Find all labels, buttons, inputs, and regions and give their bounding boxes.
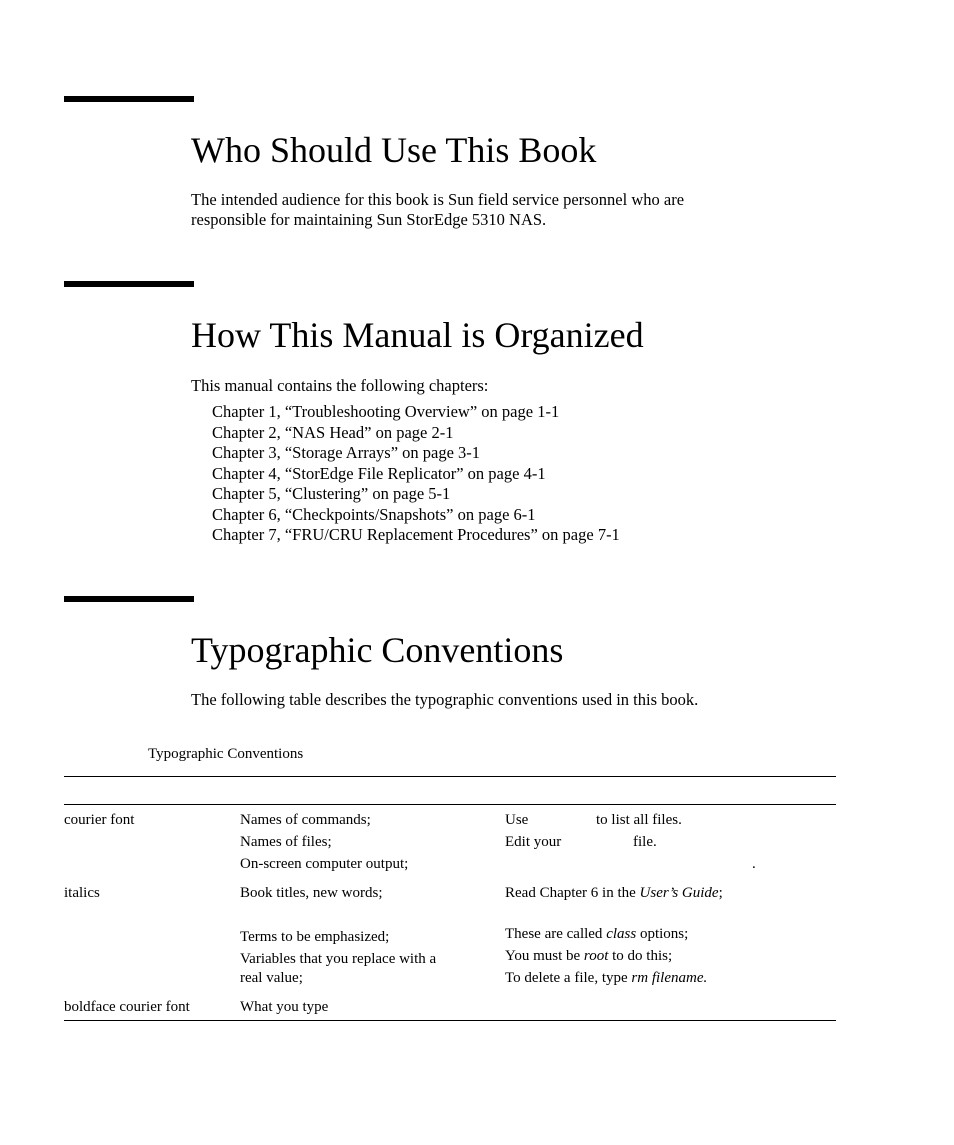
example-text: These are called xyxy=(505,926,607,942)
example-text: options; xyxy=(636,926,689,942)
chapter-link[interactable]: Chapter 2, “NAS Head” on page 2-1 xyxy=(212,422,454,442)
table-intro: The following table describes the typographic conventions used in this book. xyxy=(191,690,699,709)
chapter-link[interactable]: Chapter 4, “StorEdge File Replicator” on page 4-1 xyxy=(212,463,546,483)
table-bottom-rule xyxy=(64,1020,836,1021)
example-text: You must be xyxy=(505,948,584,964)
section-title-who: Who Should Use This Book xyxy=(191,130,597,170)
example-cell xyxy=(505,925,688,943)
table-header-rule xyxy=(64,804,836,805)
example-cell xyxy=(505,884,723,902)
example-cell: Edit your xyxy=(505,834,562,850)
example-text: ; xyxy=(718,885,723,901)
example-emphasis: class xyxy=(606,926,637,942)
chapter-link[interactable]: Chapter 5, “Clustering” on page 5-1 xyxy=(212,484,451,503)
meaning-cell: Terms to be emphasized; xyxy=(240,929,390,945)
chapter-link[interactable]: Chapter 1, “Troubleshooting Overview” on page 1-1 xyxy=(212,402,560,421)
chapter-link[interactable]: Chapter 3, “Storage Arrays” on page 3-1 xyxy=(212,443,481,462)
section-title-typographic: Typographic Conventions xyxy=(191,630,564,670)
typeface-cell: boldface courier font xyxy=(64,999,190,1015)
chapter-link[interactable]: Chapter 7, “FRU/CRU Replacement Procedures” on page 7-1 xyxy=(212,525,620,544)
example-emphasis: root xyxy=(583,948,609,964)
example-emphasis: rm filename. xyxy=(631,970,708,986)
section-rule xyxy=(64,596,194,602)
meaning-cell: Variables that you replace with a xyxy=(240,951,437,967)
example-text: To delete a file, type xyxy=(505,970,632,986)
meaning-cell: On-screen computer output; xyxy=(240,856,409,872)
section-rule xyxy=(64,281,194,287)
example-cell xyxy=(505,947,672,965)
example-emphasis: User’s Guide xyxy=(639,885,719,901)
example-text: to do this; xyxy=(608,948,673,964)
meaning-cell: Book titles, new words; xyxy=(240,885,383,901)
section-body-line: responsible for maintaining Sun StorEdge 5310 NAS. xyxy=(191,210,547,229)
example-cell: file. xyxy=(633,834,657,850)
table-top-rule xyxy=(64,776,836,777)
example-cell: to list all files. xyxy=(596,812,682,828)
example-text: Read Chapter 6 in the xyxy=(505,885,640,901)
chapter-link[interactable]: Chapter 6, “Checkpoints/Snapshots” on page 6-1 xyxy=(212,504,536,524)
meaning-cell: Names of files; xyxy=(240,834,332,850)
example-cell: . xyxy=(752,856,756,872)
example-cell xyxy=(505,969,707,987)
typeface-cell: italics xyxy=(64,885,100,901)
section-title-organization: How This Manual is Organized xyxy=(191,315,644,355)
meaning-cell: real value; xyxy=(240,970,303,986)
meaning-cell: What you type xyxy=(240,999,329,1015)
typeface-cell: courier font xyxy=(64,812,135,828)
chapter-list xyxy=(212,402,620,546)
table-caption: Typographic Conventions xyxy=(148,746,304,762)
meaning-cell: Names of commands; xyxy=(240,812,371,828)
section-body-line: The intended audience for this book is Sun field service personnel who are xyxy=(191,190,685,209)
chapters-intro: This manual contains the following chapters: xyxy=(191,376,489,395)
example-cell: Use xyxy=(505,812,529,828)
section-rule xyxy=(64,96,194,102)
